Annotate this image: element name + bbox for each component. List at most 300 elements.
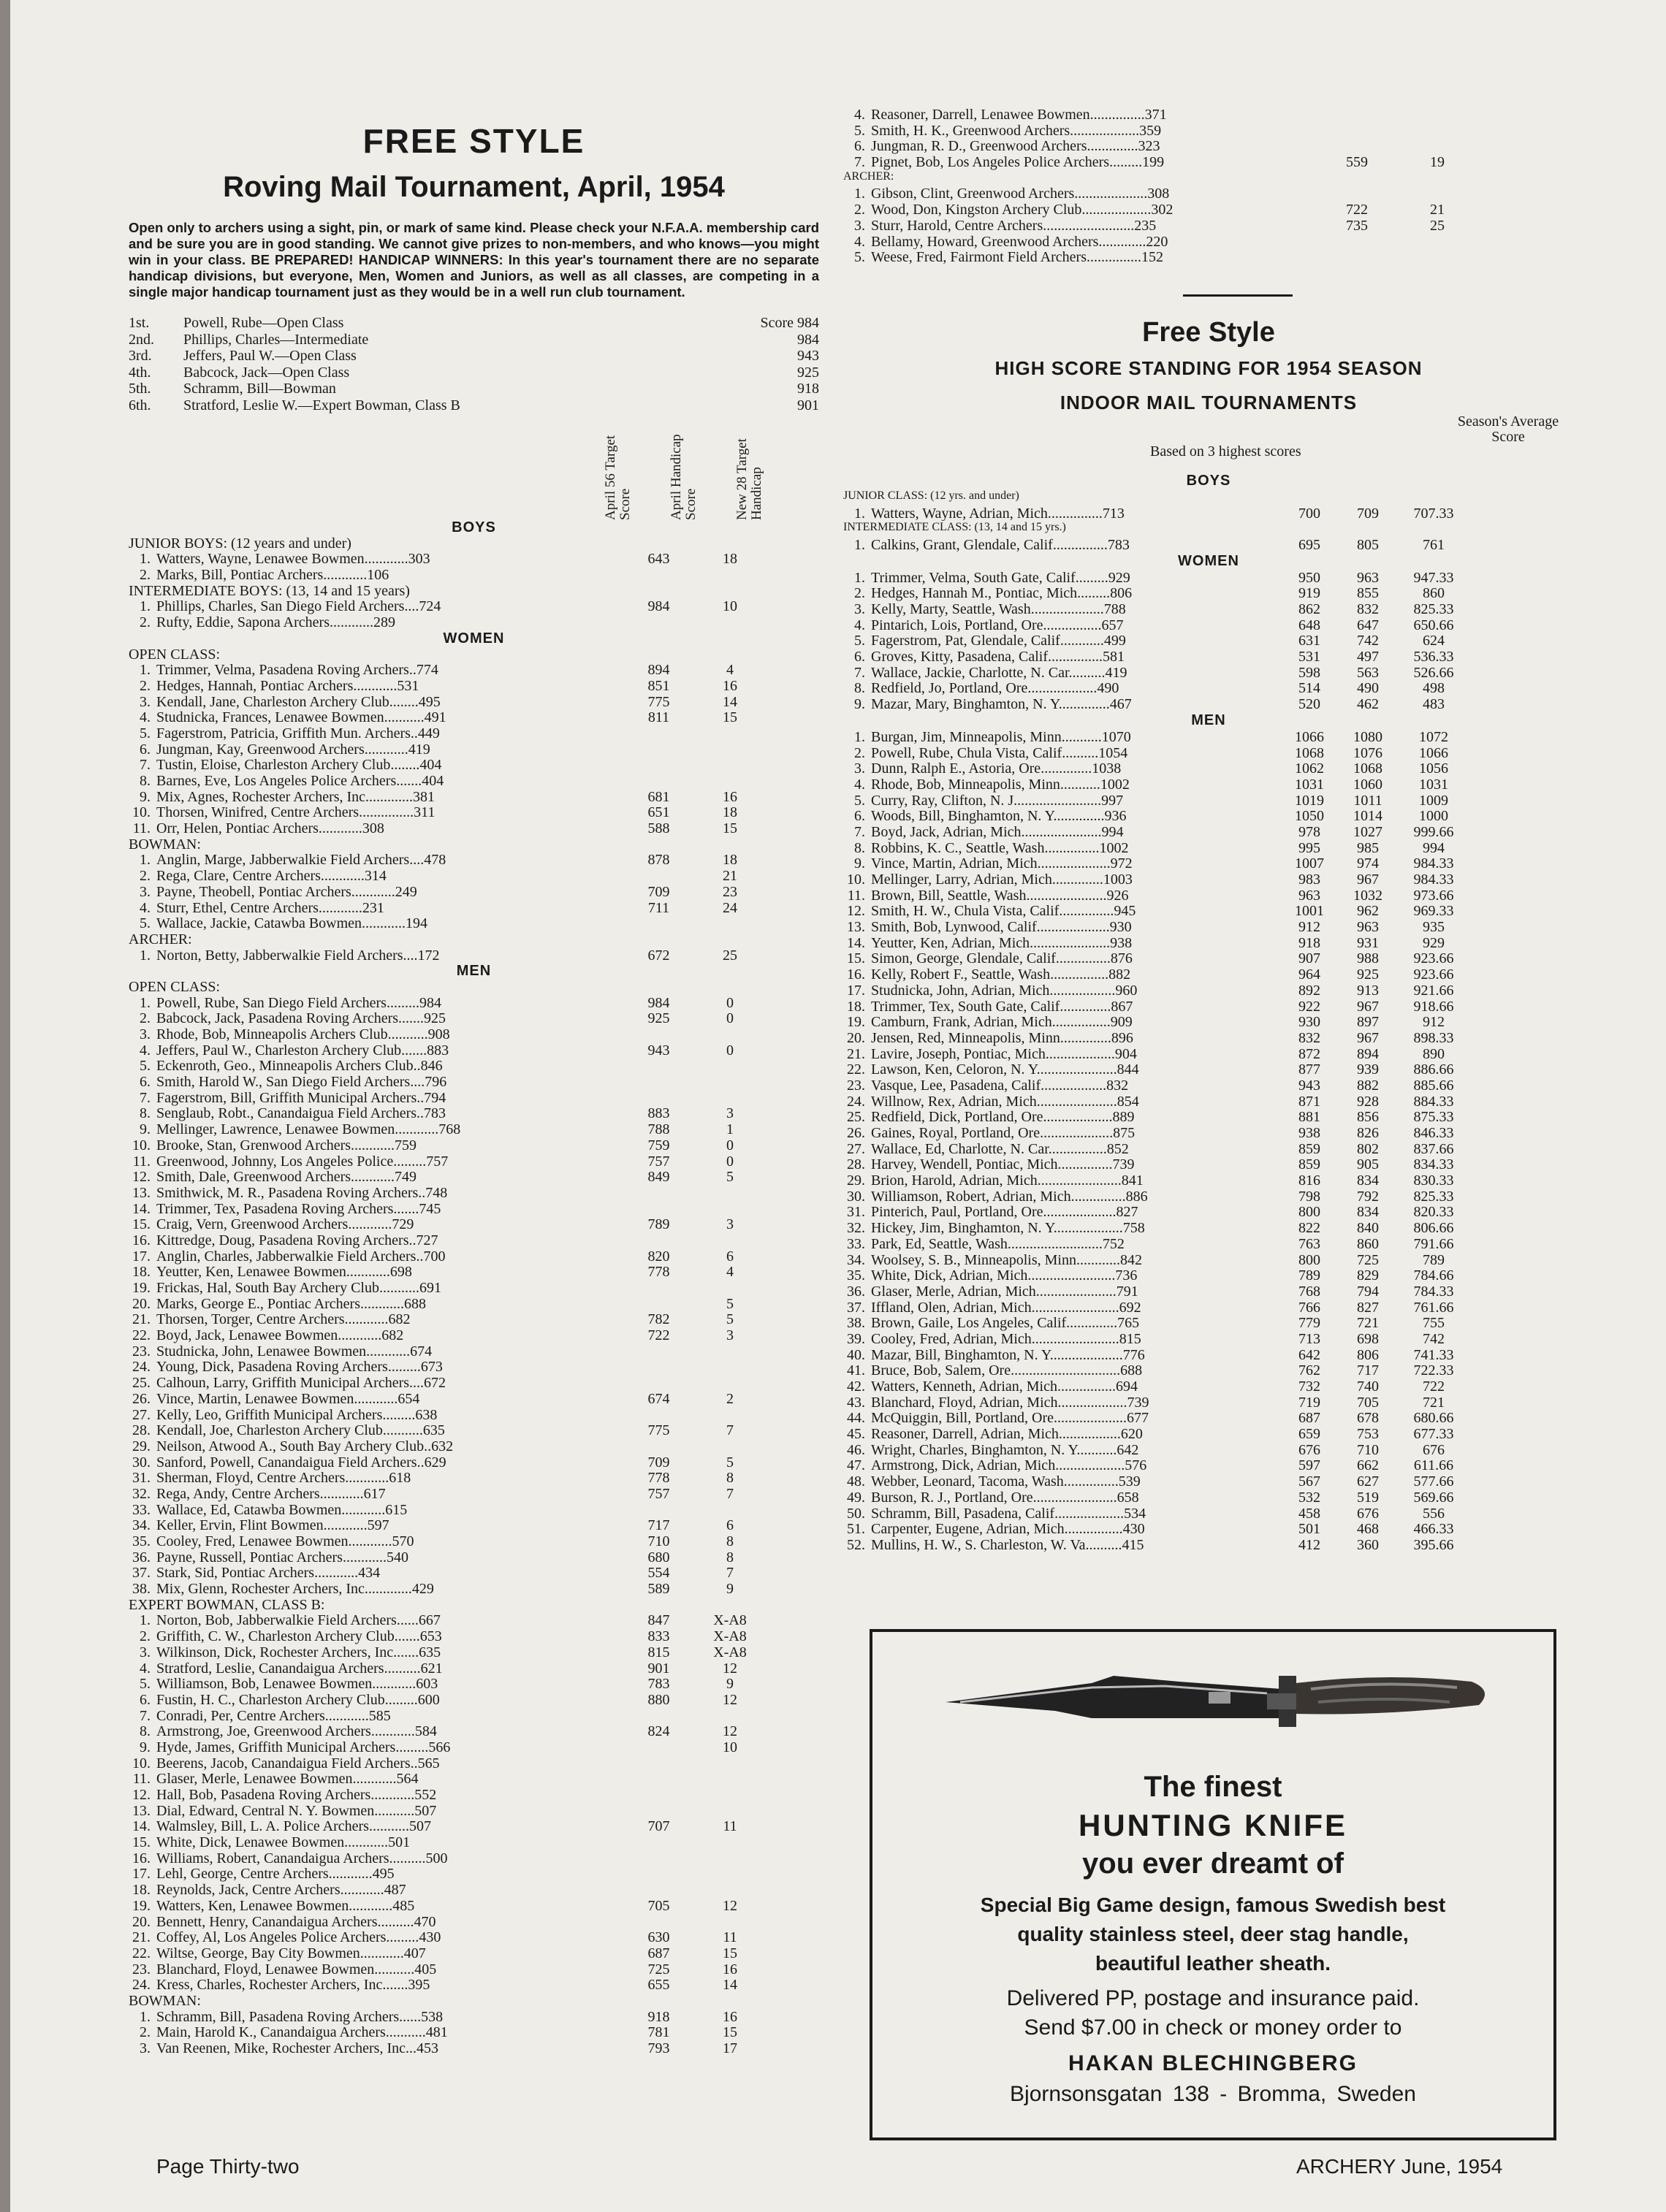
handicap-score xyxy=(624,1297,693,1313)
handicap-score: 707 xyxy=(647,1818,670,1835)
result-row xyxy=(129,1819,819,1835)
season-men xyxy=(843,729,1574,1553)
archer-entry: Smith, Bob, Lynwood, Calif....................930 xyxy=(871,919,1132,935)
winner-rank: 6th. xyxy=(129,397,151,413)
season-average: 1000 xyxy=(1419,808,1448,825)
score-2: 719 xyxy=(1298,1394,1320,1411)
score-3: 834 xyxy=(1357,1204,1379,1221)
handicap-score xyxy=(624,1804,693,1820)
result-row xyxy=(129,1962,819,1978)
score-2: 1066 xyxy=(1295,728,1324,745)
new-handicap xyxy=(693,1059,767,1075)
result-row xyxy=(129,869,819,885)
result-row xyxy=(129,1312,819,1328)
archer-entry: Young, Dick, Pasadena Roving Archers.........673 xyxy=(156,1359,443,1376)
handicap-score: 883 xyxy=(647,1105,670,1122)
result-row xyxy=(129,1693,819,1709)
rank-number: 20. xyxy=(132,1295,151,1312)
result-row xyxy=(129,1883,819,1899)
season-row xyxy=(843,1125,1574,1141)
winner-name: Schramm, Bill—Bowman xyxy=(183,381,336,397)
rank-number: 3. xyxy=(140,883,151,900)
archer-entry: Glaser, Merle, Lenawee Bowmen............564 xyxy=(156,1771,419,1788)
season-average: 624 xyxy=(1423,633,1445,649)
binding-gutter xyxy=(0,0,10,2212)
score-2: 832 xyxy=(1298,1029,1320,1046)
new-handicap: 18 xyxy=(723,852,737,869)
winner-score: 984 xyxy=(797,331,819,348)
score-2: 763 xyxy=(1298,1235,1320,1252)
archer-entry: Stratford, Leslie, Canandaigua Archers..........621 xyxy=(156,1660,443,1677)
handicap-score: 680 xyxy=(647,1549,670,1565)
rank-number: 8. xyxy=(140,1105,151,1122)
archer-entry: Payne, Russell, Pontiac Archers............540 xyxy=(156,1549,408,1565)
rank-number: 17. xyxy=(132,1248,151,1265)
rank-number: 35. xyxy=(132,1533,151,1550)
season-average: 984.33 xyxy=(1413,872,1454,888)
season-average: 526.66 xyxy=(1413,664,1454,681)
handicap-score: 643 xyxy=(647,551,670,568)
roving-tournament-title: Roving Mail Tournament, April, 1954 xyxy=(223,171,725,203)
result-row xyxy=(129,1439,819,1455)
new-handicap: X-A8 xyxy=(713,1644,747,1660)
archer-entry: Wallace, Jackie, Charlotte, N. Car..........419 xyxy=(871,664,1127,681)
rank-number: 16. xyxy=(132,1232,151,1248)
new-handicap: 19 xyxy=(1430,154,1445,171)
result-row xyxy=(843,154,1574,170)
season-average: 789 xyxy=(1423,1251,1445,1268)
based-note: Based on 3 highest scores xyxy=(1150,443,1301,459)
new-handicap: 0 xyxy=(726,1137,734,1153)
score-3: 905 xyxy=(1357,1156,1379,1173)
handicap-score: 674 xyxy=(647,1390,670,1407)
rank-number: 6. xyxy=(140,741,151,758)
score-2: 642 xyxy=(1298,1346,1320,1363)
season-row xyxy=(843,1204,1574,1220)
archer-entry: Eckenroth, Geo., Minneapolis Archers Club..846 xyxy=(156,1059,443,1075)
class-subheading: JUNIOR BOYS: (12 years and under) xyxy=(129,535,351,552)
new-handicap: 3 xyxy=(726,1105,734,1122)
rank-number: 37. xyxy=(132,1565,151,1582)
class-subheading: OPEN CLASS: xyxy=(129,646,221,663)
season-average: 483 xyxy=(1423,696,1445,713)
new-handicap xyxy=(1404,107,1470,123)
season-row xyxy=(843,1347,1574,1363)
season-row xyxy=(843,1410,1574,1426)
score-2: 501 xyxy=(1298,1521,1320,1538)
score-2: 768 xyxy=(1298,1283,1320,1300)
rank-number: 44. xyxy=(847,1410,865,1427)
rank-number: 11. xyxy=(847,887,865,904)
new-handicap: 4 xyxy=(726,1264,734,1281)
rank-number: 21. xyxy=(847,1045,865,1062)
result-row xyxy=(129,1645,819,1661)
handicap-score: 775 xyxy=(647,1422,670,1439)
result-row xyxy=(129,1027,819,1043)
archer-entry: Boyd, Jack, Adrian, Mich......................994 xyxy=(871,823,1124,840)
handicap-score: 781 xyxy=(647,2024,670,2041)
archer-entry: Trimmer, Velma, Pasadena Roving Archers..774 xyxy=(156,663,438,679)
winner-row xyxy=(129,381,819,397)
season-average: 890 xyxy=(1423,1045,1445,1062)
result-row xyxy=(129,742,819,758)
season-average: 395.66 xyxy=(1413,1536,1454,1553)
rank-number: 5. xyxy=(854,122,865,139)
new-handicap xyxy=(693,568,767,584)
handicap-score: 725 xyxy=(647,1961,670,1978)
rank-number: 1. xyxy=(140,852,151,869)
rank-number: 31. xyxy=(847,1204,865,1221)
archer-entry: Hickey, Jim, Binghamton, N. Y...................758 xyxy=(871,1220,1145,1236)
season-row xyxy=(843,1521,1574,1537)
new-handicap: 25 xyxy=(723,947,737,964)
archer-entry: Hedges, Hannah, Pontiac Archers............531 xyxy=(156,678,419,694)
ad-delivery-1: Delivered PP, postage and insurance paid. xyxy=(1006,1986,1420,2010)
handicap-score: 655 xyxy=(647,1977,670,1994)
rank-number: 25. xyxy=(847,1109,865,1126)
result-row xyxy=(129,1487,819,1503)
handicap-score: 811 xyxy=(647,709,670,726)
archer-entry: Webber, Leonard, Tacoma, Wash...............539 xyxy=(871,1473,1141,1490)
score-3: 931 xyxy=(1357,934,1379,951)
archer-entry: Calkins, Grant, Glendale, Calif...............783 xyxy=(871,536,1130,553)
winner-name: Jeffers, Paul W.—Open Class xyxy=(183,348,357,364)
rank-number: 23. xyxy=(132,1961,151,1978)
handicap-score: 851 xyxy=(647,677,670,694)
rank-number: 17. xyxy=(132,1866,151,1883)
rank-number: 43. xyxy=(847,1394,865,1411)
rank-number: 39. xyxy=(847,1330,865,1347)
season-row xyxy=(843,680,1574,696)
archer-entry: Powell, Rube, San Diego Field Archers.........984 xyxy=(156,995,441,1011)
score-2: 978 xyxy=(1298,823,1320,840)
result-row xyxy=(129,1059,819,1075)
season-row xyxy=(843,983,1574,999)
season-row xyxy=(843,872,1574,888)
ad-delivery xyxy=(872,1984,1553,2043)
archer-entry: Van Reenen, Mike, Rochester Archers, Inc...453 xyxy=(156,2041,438,2057)
result-row xyxy=(129,821,819,837)
score-2: 919 xyxy=(1298,585,1320,602)
archer-entry: Sturr, Ethel, Centre Archers............231 xyxy=(156,900,384,916)
archer-entry: Griffith, C. W., Charleston Archery Club.......653 xyxy=(156,1629,442,1645)
winner-row xyxy=(129,315,819,332)
season-row xyxy=(843,1109,1574,1125)
rank-number: 34. xyxy=(132,1517,151,1534)
handicap-score: 687 xyxy=(647,1945,670,1961)
score-3: 840 xyxy=(1357,1220,1379,1237)
score-3: 698 xyxy=(1357,1330,1379,1347)
rank-number: 49. xyxy=(847,1489,865,1506)
new-handicap: X-A8 xyxy=(713,1628,747,1645)
season-average: 784.33 xyxy=(1413,1283,1454,1300)
season-row xyxy=(843,1300,1574,1316)
result-row xyxy=(129,1661,819,1677)
new-handicap xyxy=(693,1359,767,1376)
archer-entry: Willnow, Rex, Adrian, Mich......................854 xyxy=(871,1093,1139,1110)
season-average: 707.33 xyxy=(1413,505,1454,522)
season-average: 825.33 xyxy=(1413,1188,1454,1205)
rank-number: 15. xyxy=(132,1216,151,1233)
result-row xyxy=(129,885,819,901)
new-handicap: 16 xyxy=(723,1961,737,1978)
archer-entry: Woods, Bill, Binghamton, N. Y..............936 xyxy=(871,808,1127,824)
archer-entry: Thorsen, Winifred, Centre Archers...............311 xyxy=(156,805,435,821)
winner-score: 925 xyxy=(797,364,819,381)
season-average: 935 xyxy=(1423,919,1445,936)
rank-number: 22. xyxy=(132,1945,151,1961)
rank-number: 1. xyxy=(854,569,865,586)
rank-number: 8. xyxy=(140,773,151,790)
new-handicap xyxy=(693,1281,767,1297)
rank-number: 38. xyxy=(132,1581,151,1598)
archer-entry: Anglin, Charles, Jabberwalkie Field Archers..700 xyxy=(156,1248,446,1265)
result-row xyxy=(129,948,819,964)
score-3: 1076 xyxy=(1353,744,1382,761)
rank-number: 9. xyxy=(854,855,865,872)
rank-number: 19. xyxy=(847,1014,865,1031)
archer-entry: Babcock, Jack, Pasadena Roving Archers.......925 xyxy=(156,1011,446,1027)
result-row xyxy=(843,234,1574,250)
season-average: 611.66 xyxy=(1413,1457,1454,1474)
archer-entry: Trimmer, Tex, Pasadena Roving Archers.......745 xyxy=(156,1201,441,1217)
archer-entry: Smith, Dale, Greenwood Archers............749 xyxy=(156,1170,417,1186)
handicap-score: 709 xyxy=(647,883,670,900)
score-3: 967 xyxy=(1357,872,1379,888)
rank-number: 8. xyxy=(140,1723,151,1740)
score-3: 717 xyxy=(1357,1362,1379,1379)
season-row xyxy=(843,760,1574,777)
ad-desc-3: beautiful leather sheath. xyxy=(1095,1952,1331,1975)
score-3: 882 xyxy=(1357,1077,1379,1094)
archer-entry: Burgan, Jim, Minneapolis, Minn...........1070 xyxy=(871,728,1131,745)
result-row xyxy=(129,1328,819,1344)
archer-entry: Brown, Bill, Seattle, Wash......................926 xyxy=(871,887,1129,904)
handicap-score: 759 xyxy=(647,1137,670,1153)
score-2: 872 xyxy=(1298,1045,1320,1062)
new-handicap xyxy=(693,1883,767,1899)
new-handicap: 11 xyxy=(723,1818,737,1835)
result-row xyxy=(129,1804,819,1820)
ad-seller-address: Bjornsonsgatan 138 - Bromma, Sweden xyxy=(1010,2082,1416,2106)
result-row xyxy=(129,1376,819,1392)
score-2: 922 xyxy=(1298,998,1320,1015)
archer-entry: Payne, Theobell, Pontiac Archers............249 xyxy=(156,884,417,900)
season-row xyxy=(843,1506,1574,1522)
result-row xyxy=(129,805,819,821)
new-handicap xyxy=(693,1344,767,1360)
archer-entry: Rega, Clare, Centre Archers............314 xyxy=(156,869,387,885)
score-3: 627 xyxy=(1357,1473,1379,1490)
handicap-score: 782 xyxy=(647,1311,670,1328)
rank-number: 5. xyxy=(854,792,865,809)
archer-entry: Vince, Martin, Lenawee Bowmen............654 xyxy=(156,1391,420,1407)
score-2: 732 xyxy=(1298,1378,1320,1395)
result-row xyxy=(129,1740,819,1756)
score-2: 918 xyxy=(1298,934,1320,951)
season-row xyxy=(843,855,1574,872)
col-head-target-score: April 56 Target Score xyxy=(603,435,633,520)
handicap-score xyxy=(1309,107,1404,123)
rank-number: 25. xyxy=(132,1375,151,1392)
score-2: 597 xyxy=(1298,1457,1320,1474)
rank-number: 5. xyxy=(140,1676,151,1693)
score-2: 964 xyxy=(1298,966,1320,983)
archer-entry: Kendall, Jane, Charleston Archery Club........495 xyxy=(156,694,441,710)
new-handicap: 12 xyxy=(723,1723,737,1740)
winner-name: Phillips, Charles—Intermediate xyxy=(183,331,369,348)
season-row xyxy=(843,1156,1574,1172)
archer-entry: Kress, Charles, Rochester Archers, Inc.......395 xyxy=(156,1978,430,1994)
score-2: 892 xyxy=(1298,982,1320,999)
rank-number: 28. xyxy=(132,1422,151,1439)
handicap-score: 722 xyxy=(1346,202,1368,218)
archer-entry: Reasoner, Darrell, Lenawee Bowmen...............371 xyxy=(871,107,1167,123)
score-2: 859 xyxy=(1298,1156,1320,1173)
new-handicap xyxy=(693,1233,767,1249)
handicap-score: 984 xyxy=(647,598,670,615)
season-row xyxy=(843,633,1574,649)
rank-number: 36. xyxy=(847,1283,865,1300)
season-row xyxy=(843,966,1574,983)
rank-number: 1. xyxy=(140,551,151,568)
score-3: 662 xyxy=(1357,1457,1379,1474)
handicap-score: 705 xyxy=(647,1897,670,1914)
result-row xyxy=(129,1677,819,1693)
archer-entry: Sanford, Powell, Canandaigua Field Archers..629 xyxy=(156,1454,446,1471)
rank-number: 52. xyxy=(847,1536,865,1553)
result-row xyxy=(843,123,1574,139)
score-3: 676 xyxy=(1357,1505,1379,1522)
archer-entry: Yeutter, Ken, Lenawee Bowmen............698 xyxy=(156,1265,412,1281)
season-average: 820.33 xyxy=(1413,1204,1454,1221)
season-average: 912 xyxy=(1423,1014,1445,1031)
archer-entry: Camburn, Frank, Adrian, Mich................909 xyxy=(871,1014,1133,1030)
result-row xyxy=(129,1091,819,1107)
season-average: 875.33 xyxy=(1413,1109,1454,1126)
rank-number: 4. xyxy=(140,1042,151,1059)
rank-number: 5. xyxy=(140,915,151,932)
archer-entry: Cooley, Fred, Adrian, Mich........................815 xyxy=(871,1330,1141,1347)
new-handicap: 10 xyxy=(723,1739,737,1755)
score-3: 802 xyxy=(1357,1140,1379,1157)
result-row xyxy=(129,1186,819,1202)
result-row xyxy=(129,1771,819,1788)
rank-number: 8. xyxy=(854,680,865,697)
season-row xyxy=(843,729,1574,745)
archer-entry: Watters, Kenneth, Adrian, Mich................694 xyxy=(871,1378,1138,1395)
score-3: 709 xyxy=(1357,505,1379,522)
handicap-score xyxy=(624,1059,693,1075)
archer-entry: Lehl, George, Centre Archers............495 xyxy=(156,1866,395,1883)
rank-number: 14. xyxy=(132,1818,151,1835)
archer-entry: Pintarich, Lois, Portland, Ore................657 xyxy=(871,617,1124,633)
rank-number: 4. xyxy=(140,899,151,916)
rank-number: 3. xyxy=(140,1644,151,1660)
score-3: 928 xyxy=(1357,1093,1379,1110)
new-handicap xyxy=(1404,234,1470,250)
season-row xyxy=(843,777,1574,793)
rank-number: 38. xyxy=(847,1315,865,1332)
rank-number: 27. xyxy=(132,1406,151,1423)
season-average: 742 xyxy=(1423,1330,1445,1347)
result-row xyxy=(129,1455,819,1471)
rank-number: 1. xyxy=(854,728,865,745)
score-2: 412 xyxy=(1298,1536,1320,1553)
new-handicap: 15 xyxy=(723,820,737,837)
new-handicap xyxy=(693,916,767,932)
rank-number: 2. xyxy=(140,1628,151,1645)
rank-number: 16. xyxy=(132,1850,151,1866)
archer-entry: Glaser, Merle, Adrian, Mich......................791 xyxy=(871,1283,1138,1300)
class-subheading: OPEN CLASS: xyxy=(129,978,221,995)
season-row xyxy=(843,1236,1574,1252)
handicap-score xyxy=(1309,249,1404,265)
rank-number: 36. xyxy=(132,1549,151,1565)
archer-entry: Weese, Fred, Fairmont Field Archers...............152 xyxy=(871,249,1163,265)
handicap-score: 815 xyxy=(647,1644,670,1660)
rank-number: 10. xyxy=(132,1137,151,1153)
rank-number: 13. xyxy=(132,1802,151,1819)
score-3: 1032 xyxy=(1353,887,1382,904)
archer-entry: Smith, H. W., Chula Vista, Calif...............945 xyxy=(871,903,1136,920)
score-3: 1080 xyxy=(1353,728,1382,745)
rank-number: 6. xyxy=(854,649,865,665)
result-row xyxy=(129,1565,819,1582)
handicap-score: 894 xyxy=(647,662,670,679)
rank-number: 48. xyxy=(847,1473,865,1490)
rank-number: 7. xyxy=(854,154,865,171)
rank-number: 31. xyxy=(132,1470,151,1487)
archer-entry: Hall, Bob, Pasadena Roving Archers............552 xyxy=(156,1788,437,1804)
score-3: 710 xyxy=(1357,1441,1379,1458)
season-boys-heading: BOYS xyxy=(1186,472,1231,489)
new-handicap: 3 xyxy=(726,1216,734,1233)
boys-heading: BOYS xyxy=(452,519,496,535)
continued-results xyxy=(843,107,1574,265)
rank-number: 15. xyxy=(847,950,865,967)
result-row xyxy=(129,1106,819,1122)
archer-entry: Smith, H. K., Greenwood Archers...................359 xyxy=(871,122,1162,139)
score-3: 490 xyxy=(1357,680,1379,697)
archer-entry: Brion, Harold, Adrian, Mich.......................841 xyxy=(871,1172,1144,1189)
handicap-score xyxy=(624,1851,693,1867)
result-row xyxy=(129,1265,819,1281)
handicap-score: 880 xyxy=(647,1691,670,1708)
season-row xyxy=(843,1220,1574,1236)
season-average: 577.66 xyxy=(1413,1473,1454,1490)
season-row xyxy=(843,793,1574,809)
archer-entry: Conradi, Per, Centre Archers............585 xyxy=(156,1708,391,1724)
season-row xyxy=(843,1537,1574,1553)
archer-entry: Mellinger, Lawrence, Lenawee Bowmen............768 xyxy=(156,1122,461,1138)
class-subheading: ARCHER: xyxy=(843,169,894,183)
rank-number: 7. xyxy=(140,1707,151,1724)
new-handicap: 3 xyxy=(726,1327,734,1344)
new-handicap xyxy=(693,1027,767,1043)
archer-entry: Greenwood, Johnny, Los Angeles Police.........757 xyxy=(156,1153,449,1170)
rank-number: 7. xyxy=(854,823,865,840)
rank-number: 1. xyxy=(854,505,865,522)
rank-number: 29. xyxy=(847,1172,865,1189)
result-row xyxy=(129,1978,819,1994)
handicap-score xyxy=(624,1439,693,1455)
score-2: 567 xyxy=(1298,1473,1320,1490)
rank-number: 24. xyxy=(132,1359,151,1376)
result-row xyxy=(129,1899,819,1915)
rank-number: 16. xyxy=(847,966,865,983)
archer-entry: Wallace, Jackie, Catawba Bowmen............194 xyxy=(156,916,428,932)
